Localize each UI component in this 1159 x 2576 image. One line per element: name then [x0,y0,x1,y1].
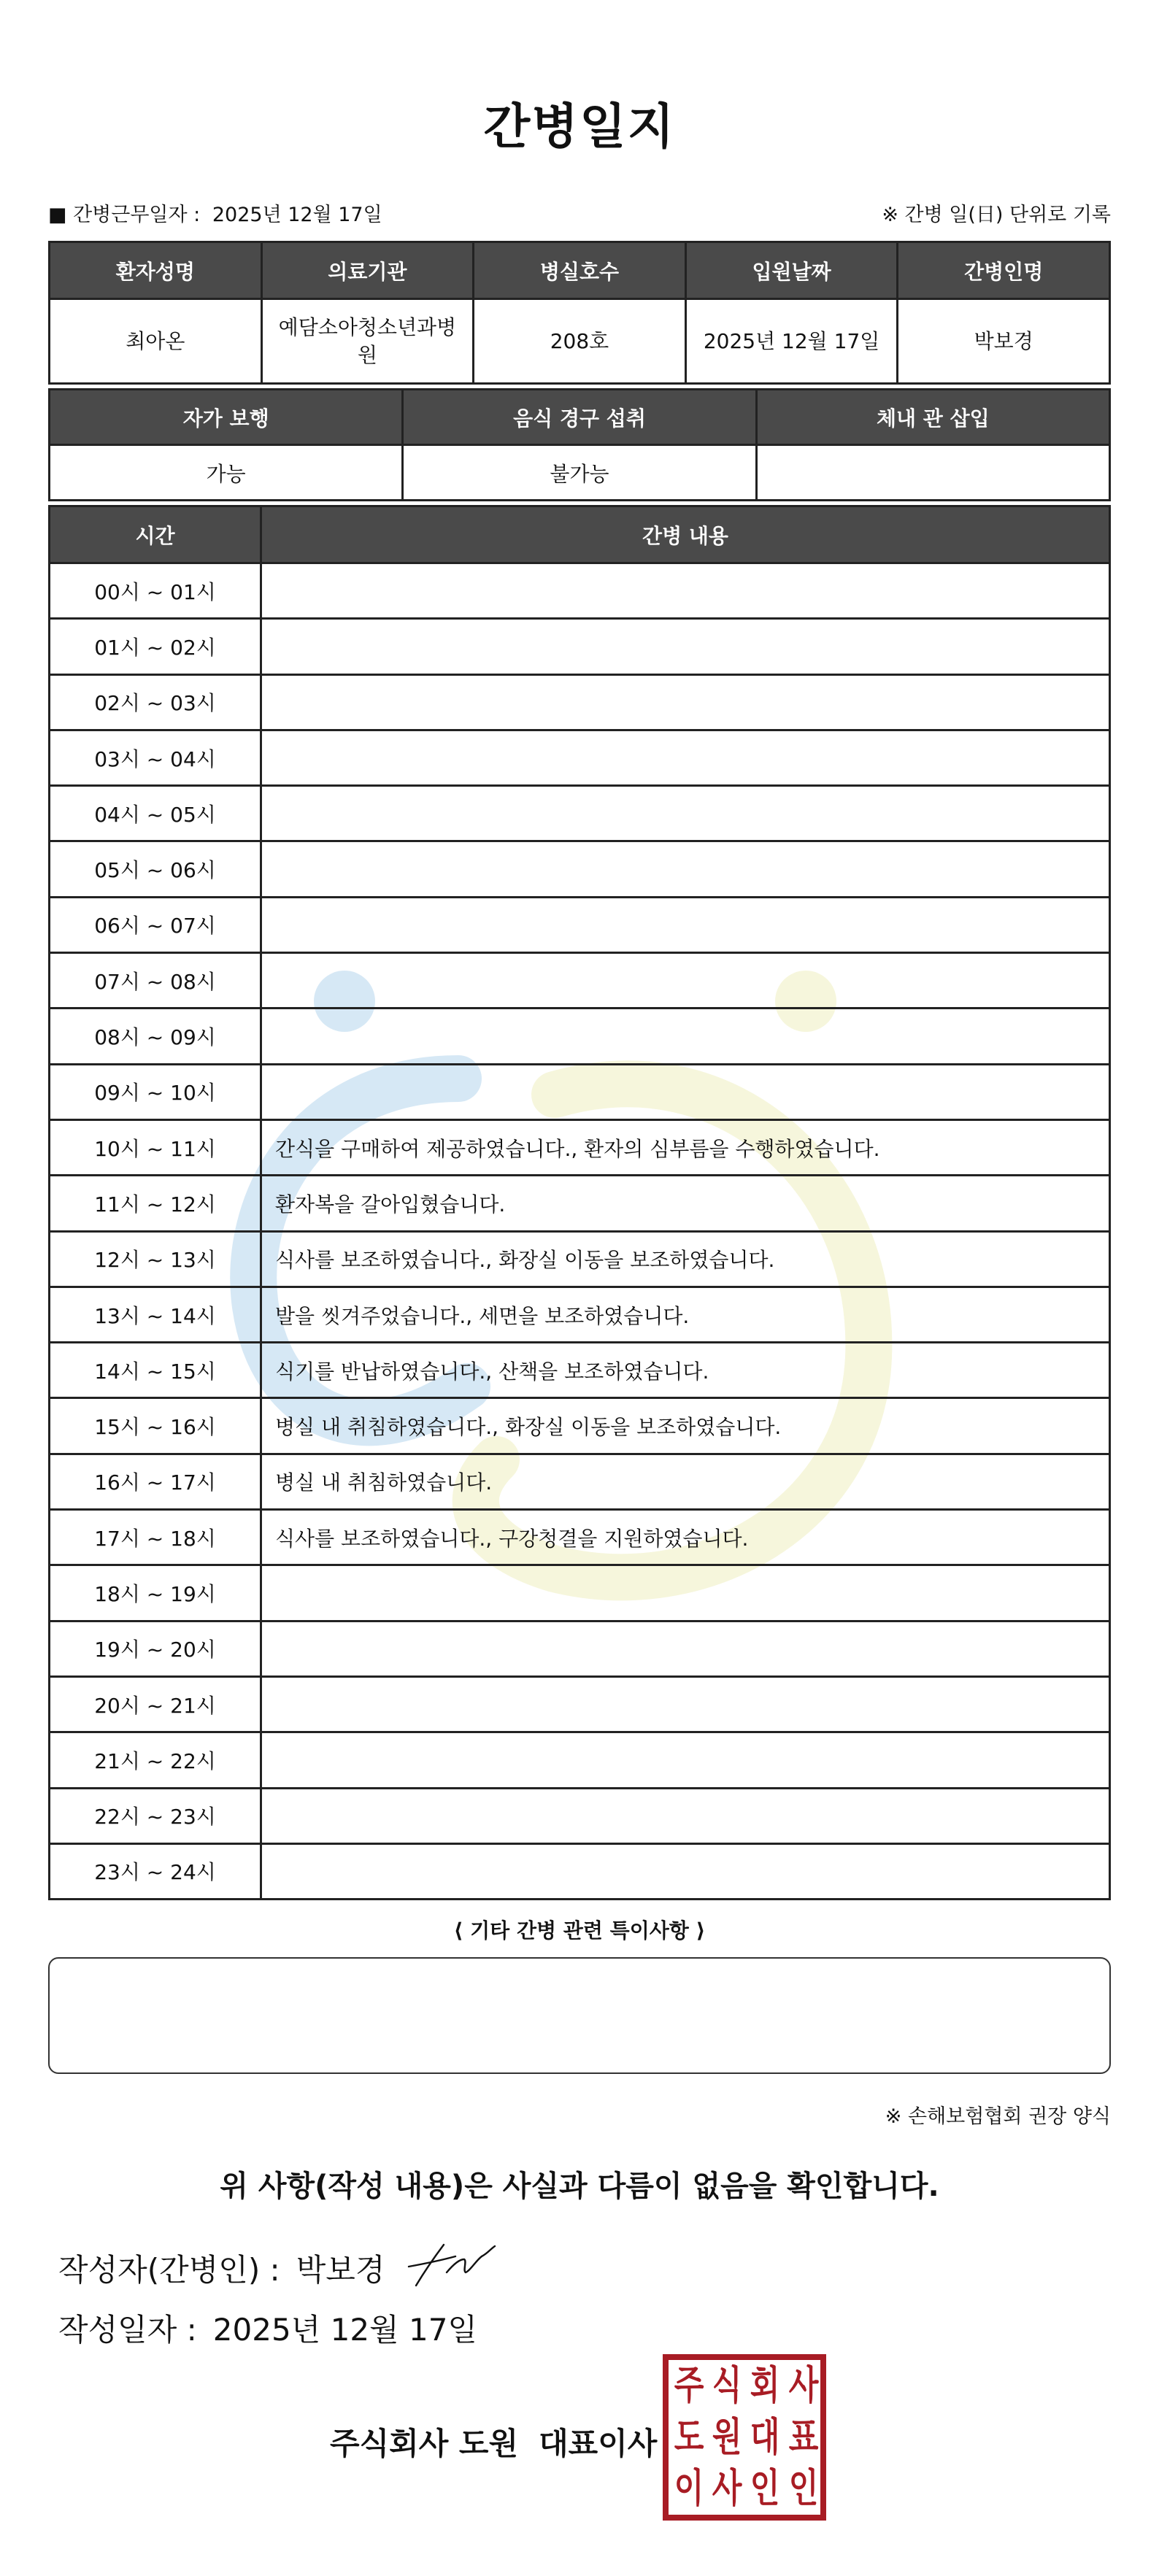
log-content [261,730,1110,785]
seal-char: 대 [750,2413,780,2460]
log-row [50,1510,1110,1565]
company-name: 주식회사 도원 [330,2426,519,2461]
writer-label: 작성자(간병인) : [58,2252,280,2288]
header-caregiver-name: 간병인명 [898,242,1110,299]
log-row [50,1621,1110,1676]
log-content [261,1676,1110,1732]
log-row [50,1398,1110,1454]
seal-char: 표 [788,2413,818,2460]
log-content [261,563,1110,619]
log-time: 22시 ~ 23시 [50,1788,261,1843]
work-date [48,198,382,227]
writer-name: 박보경 [296,2252,385,2288]
tube-insertion-value [756,445,1109,501]
status-header-row [50,390,1110,445]
log-row [50,563,1110,619]
log-content: 간식을 구매하여 제공하였습니다., 환자의 심부름을 수행하였습니다. [261,1119,1110,1175]
seal-char: 이 [674,2465,704,2512]
log-time: 13시 ~ 14시 [50,1287,261,1342]
log-content: 식사를 보조하였습니다., 화장실 이동을 보조하였습니다. [261,1231,1110,1287]
date-value: 2025년 12월 17일 [212,2312,477,2348]
document-title: 간병일지 [483,99,676,155]
self-walking-value: 가능 [50,445,403,501]
log-content [261,1621,1110,1676]
log-content [261,1064,1110,1119]
log-content [261,619,1110,674]
log-content [261,1788,1110,1843]
header-room-number: 병실호수 [474,242,686,299]
log-content [261,1009,1110,1064]
log-time: 00시 ~ 01시 [50,563,261,619]
work-date-label: ■ 간병근무일자 : [48,204,201,226]
log-row [50,1176,1110,1231]
ceo-label: 대표이사 [539,2426,658,2461]
memo-title: ⟨ 기타 간병 관련 특이사항 ⟩ [453,1918,706,1943]
room-number: 208호 [474,299,686,384]
date-line [58,2306,477,2350]
company-seal [663,2354,826,2521]
header-patient-name: 환자성명 [50,242,262,299]
seal-char: 인 [788,2465,818,2512]
seal-characters [670,2360,819,2515]
caregiver-name: 박보경 [898,299,1110,384]
log-row [50,1287,1110,1342]
log-row [50,674,1110,730]
seal-char: 주 [674,2362,704,2408]
status-value-row [50,445,1110,501]
log-time: 23시 ~ 24시 [50,1843,261,1899]
info-value-row [50,299,1110,384]
log-time: 02시 ~ 03시 [50,674,261,730]
log-time: 21시 ~ 22시 [50,1732,261,1788]
log-row [50,1732,1110,1788]
log-time: 01시 ~ 02시 [50,619,261,674]
log-row [50,1565,1110,1621]
admission-date: 2025년 12월 17일 [685,299,898,384]
log-row [50,1676,1110,1732]
log-content: 발을 씻겨주었습니다., 세면을 보조하였습니다. [261,1287,1110,1342]
header-admission-date: 입원날짜 [685,242,898,299]
log-row [50,897,1110,952]
header-time: 시간 [50,506,261,563]
header-oral-intake: 음식 경구 섭취 [403,390,756,445]
log-time: 20시 ~ 21시 [50,1676,261,1732]
log-header-row [50,506,1110,563]
oral-intake-value: 불가능 [403,445,756,501]
log-content [261,786,1110,841]
log-row [50,786,1110,841]
handwritten-signature [403,2234,505,2293]
patient-name: 최아온 [50,299,262,384]
seal-char: 식 [712,2362,742,2408]
meta-row [48,198,1111,228]
log-time: 17시 ~ 18시 [50,1510,261,1565]
log-time: 12시 ~ 13시 [50,1231,261,1287]
log-row [50,1454,1110,1509]
log-content [261,1732,1110,1788]
seal-char: 원 [712,2413,742,2460]
log-time: 04시 ~ 05시 [50,786,261,841]
log-content: 병실 내 취침하였습니다. [261,1454,1110,1509]
log-row [50,1788,1110,1843]
log-content: 식사를 보조하였습니다., 구강청결을 지원하였습니다. [261,1510,1110,1565]
log-content [261,1565,1110,1621]
work-date-value: 2025년 12월 17일 [212,204,382,226]
writer-line [58,2246,385,2290]
header-self-walking: 자가 보행 [50,390,403,445]
log-time: 06시 ~ 07시 [50,897,261,952]
confirm-statement: 위 사항(작성 내용)은 사실과 다름이 없음을 확인합니다. [220,2170,939,2203]
log-row [50,1343,1110,1398]
seal-char: 도 [674,2413,704,2460]
log-content [261,897,1110,952]
seal-char: 회 [750,2362,780,2408]
date-label: 작성일자 : [58,2312,197,2348]
log-row [50,1009,1110,1064]
seal-char: 사 [712,2465,742,2512]
log-row [50,619,1110,674]
hospital-name: 예담소아청소년과병원 [261,299,474,384]
log-content: 환자복을 갈아입혔습니다. [261,1176,1110,1231]
log-time: 18시 ~ 19시 [50,1565,261,1621]
log-row [50,1119,1110,1175]
log-row [50,730,1110,785]
log-content: 식기를 반납하였습니다., 산책을 보조하였습니다. [261,1343,1110,1398]
log-time: 16시 ~ 17시 [50,1454,261,1509]
log-content [261,841,1110,897]
memo-box [48,1957,1111,2074]
care-log-table [48,505,1111,1900]
log-time: 08시 ~ 09시 [50,1009,261,1064]
log-content [261,674,1110,730]
record-unit-note: ※ 간병 일(日) 단위로 기록 [882,204,1111,226]
log-content [261,1843,1110,1899]
patient-info-table [48,241,1111,385]
log-time: 07시 ~ 08시 [50,953,261,1009]
company-line [330,2420,657,2464]
log-time: 09시 ~ 10시 [50,1064,261,1119]
log-time: 05시 ~ 06시 [50,841,261,897]
log-row [50,1231,1110,1287]
info-header-row [50,242,1110,299]
log-row [50,953,1110,1009]
header-tube-insertion: 체내 관 삽입 [756,390,1109,445]
log-content: 병실 내 취침하였습니다., 화장실 이동을 보조하였습니다. [261,1398,1110,1454]
log-row [50,1064,1110,1119]
log-content [261,953,1110,1009]
log-time: 10시 ~ 11시 [50,1119,261,1175]
log-row [50,841,1110,897]
seal-char: 사 [788,2362,818,2408]
log-time: 03시 ~ 04시 [50,730,261,785]
form-note: ※ 손해보험협회 권장 양식 [885,2105,1111,2128]
patient-status-table [48,388,1111,501]
log-row [50,1843,1110,1899]
log-time: 15시 ~ 16시 [50,1398,261,1454]
log-time: 11시 ~ 12시 [50,1176,261,1231]
header-care-content: 간병 내용 [261,506,1110,563]
log-time: 14시 ~ 15시 [50,1343,261,1398]
seal-char: 인 [750,2465,780,2512]
log-time: 19시 ~ 20시 [50,1621,261,1676]
log-body [50,563,1110,1900]
header-hospital: 의료기관 [261,242,474,299]
